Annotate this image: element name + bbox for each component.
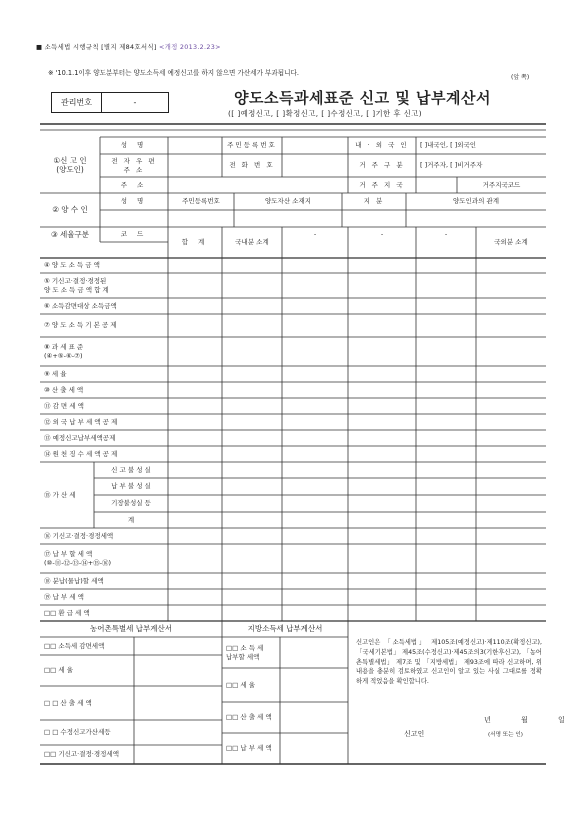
reporter-name-input[interactable] [168,137,222,154]
penalty-unfaithful-report: 신 고 불 성 실 [111,465,151,474]
local-income-tax-payable: □□ 소 득 세 납부할 세액 [226,644,264,661]
total-label: 합 계 [181,238,209,247]
row-tax-rate: ⑨ 세 율 [44,369,67,378]
declaration-text: 신고인은 「소득세법」 제105조(예정신고)·제110조(확정신고), 「국세기본법」 제45조(수정신고)·제45조의3(기한후신고), 「농어촌특별세법」 제7조 및 「지방세법」 제93조에 따라 신고하며, 위 내용을 충분히 검토하였고 신고인이 알고 있는 사실 그대로를 정확하게 적었음을 확인합니다. [356,639,542,685]
row-tax-base: ⑧ 과 세 표 준 (④+⑤-⑥-⑦) [44,343,84,360]
rural-prior-tax: □□ 기신고·결정·경정세액 [44,750,119,759]
reporter-rrn-input[interactable] [282,137,348,154]
local-tax-rate: □□ 세 율 [226,680,255,689]
row-installment-tax: ⑱ 분납(물납)할 세액 [44,576,104,585]
local-tax-header: 지방소득세 납부계산서 [247,624,323,634]
reporter-rrn-label: 주민등록번호 [227,141,277,150]
row-paid-tax: ⑲ 납 부 세 액 [44,592,84,601]
row-transfer-income: ④ 양 도 소 득 금 액 [44,261,100,270]
row-prior-income-total: ⑤ 기신고·결정·경정된 양 도 소 득 금 액 합 계 [44,277,109,294]
residence-country-code-label: 거주지국코드 [482,180,521,189]
transferee-section-label: ② 양 수 인 [52,205,88,215]
management-number-label: 관리번호 [52,93,102,112]
rural-tax-header: 농어촌특별세 납부계산서 [89,624,173,634]
signer-label: 신고인 [404,730,425,738]
residency-options[interactable]: [ ]거주자, [ ]비거주자 [420,161,483,170]
asset-location-label: 양도자산 소재지 [264,197,312,206]
penalty-total: 계 [127,515,135,524]
code-dash-2: - [380,230,384,239]
nationality-options[interactable]: [ ]내국인, [ ]외국인 [420,141,477,150]
row-prior-tax: ⑯ 기신고·결정·경정세액 [44,531,114,540]
domestic-subtotal-label: 국내분 소계 [235,238,269,247]
form-reference: ■ 소득세법 시행규칙 [별지 제84호서식] <개정 2013.2.23> [36,43,221,51]
reporter-address-label: 주 소 [120,180,148,189]
penalty-bookkeeping: 기장불성실 등 [111,499,151,508]
rural-calculated-tax: □ □ 산 출 세 액 [44,698,92,707]
rural-tax-rate: □□ 세 율 [44,666,73,675]
row-tax-reduction: ⑪ 감 면 세 액 [44,401,84,410]
code-dash-3: - [444,230,448,239]
local-paid-tax: □□ 납 부 세 액 [226,744,272,753]
tax-rate-class-label: ③ 세율구분 [50,229,90,239]
row-penalty-tax: ⑮ 가 산 세 [44,490,76,499]
row-basic-deduction: ⑦ 양 도 소 득 기 본 공 제 [44,321,117,330]
residence-country-label: 거 주 지 국 [359,180,405,189]
row-calculated-tax: ⑩ 산 출 세 액 [44,385,84,394]
residency-label: 거 주 구 분 [359,161,405,170]
nationality-label: 내 · 외 국 인 [355,141,409,150]
email-address-label: 전 자 우 편 주 소 [111,157,157,174]
foreign-subtotal-label: 국외분 소계 [494,238,528,247]
code-dash-1: - [313,230,317,239]
page-side-label: (앞 쪽) [511,74,530,81]
phone-label: 전 화 번 호 [229,161,275,170]
transferee-name-label: 성 명 [120,197,148,206]
rural-amend-penalty: □ □ 수정신고가산세등 [44,728,111,737]
transferee-rrn-label: 주민등록번호 [182,197,220,206]
row-preliminary-credit: ⑬ 예정신고납부세액공제 [44,433,116,442]
row-refund-tax: □□ 환 급 세 액 [44,608,90,617]
row-withholding-credit: ⑭ 원 천 징 수 세 액 공 제 [44,449,118,458]
form-title: 양도소득과세표준 신고 및 납부계산서 [234,89,492,107]
management-number-value[interactable]: - [133,98,137,107]
signature-field[interactable]: (서명 또는 인) [488,732,523,738]
reporter-name-label: 성 명 [120,141,148,150]
code-label: 코 드 [120,230,148,239]
reporter-section-label: ①신 고 인 (양도인) [53,155,87,174]
row-foreign-tax-credit: ⑫ 외 국 납 부 세 액 공 제 [44,417,118,426]
rural-reduction-tax: □□ 소득세 감면세액 [44,641,105,650]
share-label: 지 분 [363,197,385,206]
local-calculated-tax: □□ 산 출 세 액 [226,713,272,722]
revision-date: <개정 2013.2.23> [158,43,221,51]
row-tax-payable: ⑰ 납 부 할 세 액 (⑩-⑪-⑫-⑬-⑭+⑮-⑯) [44,550,112,567]
relation-label: 양도인과의 관계 [452,197,500,206]
row-reduction-income: ⑥ 소득감면대상 소득금액 [44,301,117,310]
form-subtitle[interactable]: ([ ]예정신고, [ ]확정신고, [ ]수정신고, [ ]기한 후 신고) [228,109,422,118]
penalty-unfaithful-payment: 납 부 불 성 실 [111,482,151,491]
notice-text: ※ '10.1.1이후 양도분부터는 양도소득세 예정신고를 하지 않으면 가산세가 부과됩니다. [48,69,299,77]
declaration-date[interactable]: 년 월 일 [484,716,579,724]
